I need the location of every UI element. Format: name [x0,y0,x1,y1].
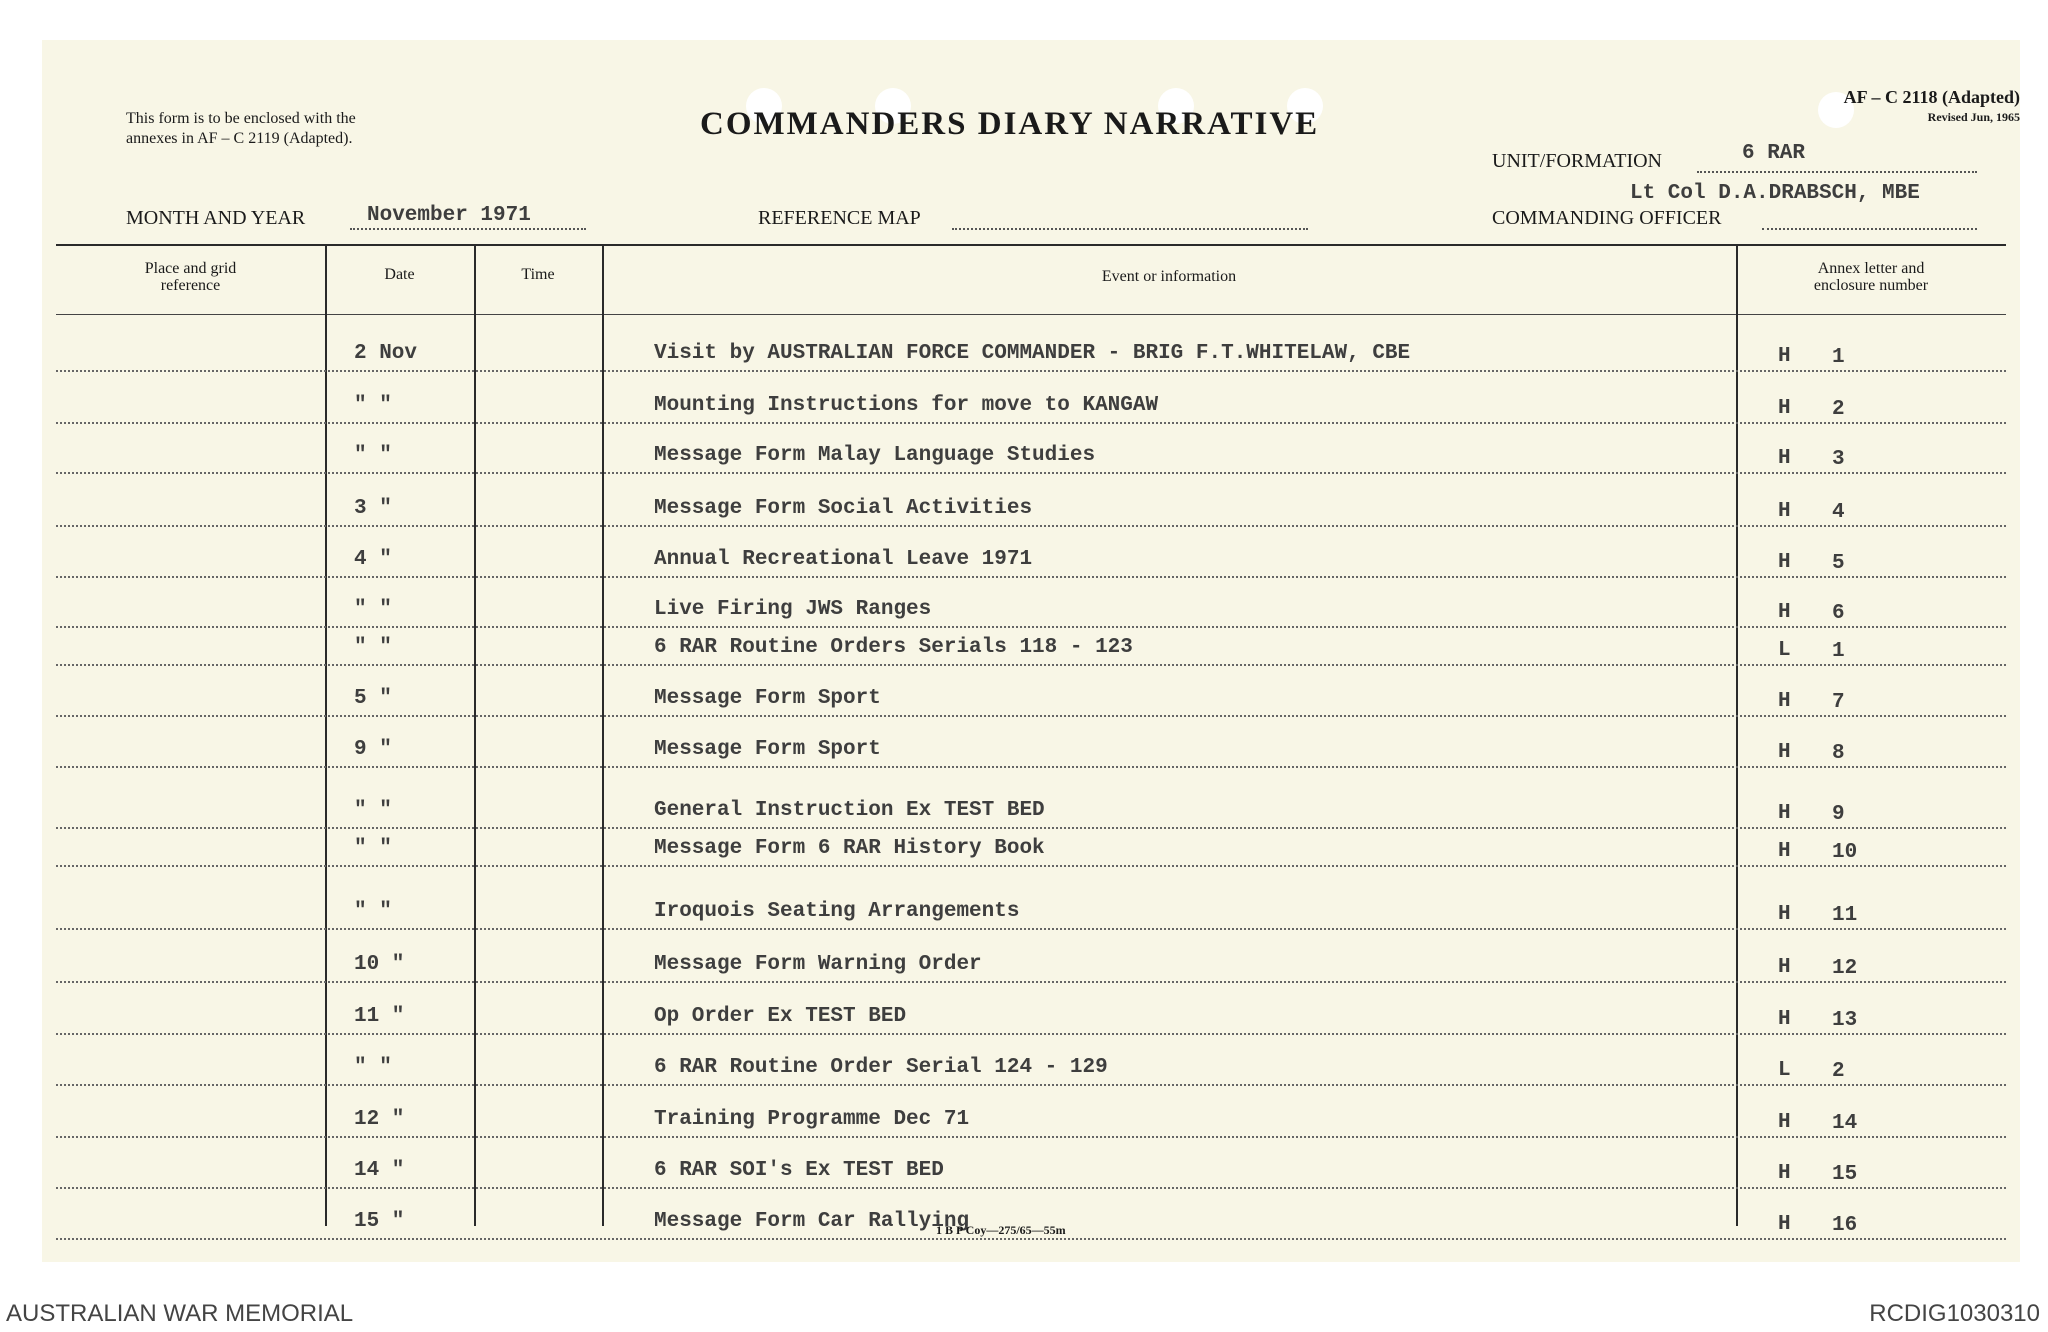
reference-map-label: REFERENCE MAP [758,207,921,229]
row-event: Message Form Warning Order [654,953,982,976]
column-divider [474,244,476,1226]
row-annex-number: 6 [1832,602,1845,625]
month-value: November 1971 [367,204,531,227]
row-date: " " [354,1056,392,1079]
row-dotted-line [56,1033,2006,1035]
row-dotted-line [56,576,2006,578]
form-note-line1: This form is to be enclosed with the [126,110,356,127]
row-annex-letter: H [1778,601,1791,624]
column-divider [325,244,327,1226]
col-header-place: Place and grid [144,260,237,277]
row-dotted-line [56,1084,2006,1086]
row-dotted-line [56,370,2006,372]
row-annex-number: 14 [1832,1112,1858,1135]
row-annex-letter: H [1778,345,1791,368]
row-dotted-line [56,626,2006,628]
row-date: 11 " [354,1005,405,1028]
row-dotted-line [56,928,2006,930]
row-annex-letter: H [1778,903,1791,926]
row-date: " " [354,636,392,659]
row-annex-letter: H [1778,802,1791,825]
row-event: General Instruction Ex TEST BED [654,799,1045,822]
row-annex-number: 4 [1832,501,1845,524]
row-dotted-line [56,422,2006,424]
row-annex-letter: H [1778,447,1791,470]
table-top-rule [56,244,2006,246]
footer-left: AUSTRALIAN WAR MEMORIAL [6,1300,354,1327]
col-header-time: Time [521,266,555,283]
row-dotted-line [56,827,2006,829]
row-event: 6 RAR SOI's Ex TEST BED [654,1159,944,1182]
row-date: 2 Nov [354,342,418,365]
row-annex-number: 11 [1832,904,1858,927]
row-event: Message Form 6 RAR History Book [654,837,1045,860]
row-date: 15 " [354,1210,405,1233]
row-dotted-line [56,865,2006,867]
row-dotted-line [56,525,2006,527]
row-date: " " [354,394,392,417]
row-dotted-line [56,1136,2006,1138]
unit-value: 6 RAR [1742,142,1806,165]
row-annex-number: 1 [1832,346,1845,369]
row-date: 12 " [354,1108,405,1131]
row-event: Op Order Ex TEST BED [654,1005,907,1028]
row-event: Message Form Malay Language Studies [654,444,1096,467]
row-annex-letter: H [1778,690,1791,713]
row-annex-number: 8 [1832,742,1845,765]
row-event: Message Form Sport [654,738,881,761]
col-header-place-2: reference [160,277,221,294]
row-dotted-line [56,1238,2006,1240]
unit-label: UNIT/FORMATION [1492,150,1662,172]
row-annex-number: 9 [1832,803,1845,826]
row-date: 9 " [354,738,392,761]
row-dotted-line [56,715,2006,717]
row-event: Annual Recreational Leave 1971 [654,548,1033,571]
row-annex-letter: H [1778,397,1791,420]
month-label: MONTH AND YEAR [126,207,306,229]
row-annex-letter: L [1778,639,1791,662]
row-annex-number: 12 [1832,957,1858,980]
row-date: 3 " [354,497,392,520]
unit-dotted-line [1697,171,1977,173]
row-date: " " [354,799,392,822]
row-annex-letter: H [1778,840,1791,863]
col-header-annex-2: enclosure number [1813,277,1929,294]
row-annex-number: 10 [1832,841,1858,864]
row-event: Message Form Social Activities [654,497,1033,520]
row-annex-number: 7 [1832,691,1845,714]
col-header-annex: Annex letter and [1817,260,1925,277]
form-code: AF – C 2118 (Adapted) [1843,87,2020,107]
row-event: Visit by AUSTRALIAN FORCE COMMANDER - BRIG F.T.WHITELAW, CBE [654,342,1411,365]
column-divider [602,244,604,1226]
printer-imprint: 1 B P Coy—275/65—55m [936,1223,1066,1237]
row-annex-letter: H [1778,956,1791,979]
row-annex-letter: H [1778,1111,1791,1134]
row-date: " " [354,598,392,621]
co-value: Lt Col D.A.DRABSCH, MBE [1630,182,1920,205]
row-dotted-line [56,1187,2006,1189]
row-event: Message Form Sport [654,687,881,710]
col-header-date: Date [384,266,415,283]
form-note-line2: annexes in AF – C 2119 (Adapted). [126,130,353,147]
row-annex-number: 5 [1832,552,1845,575]
row-annex-letter: H [1778,1008,1791,1031]
row-date: 10 " [354,953,405,976]
row-date: " " [354,837,392,860]
row-date: " " [354,900,392,923]
row-event: 6 RAR Routine Order Serial 124 - 129 [654,1056,1108,1079]
month-dotted-line [350,228,586,230]
row-event: Live Firing JWS Ranges [654,598,932,621]
row-annex-number: 13 [1832,1009,1858,1032]
row-annex-letter: H [1778,551,1791,574]
row-event: Message Form Car Rallying [654,1210,970,1233]
row-date: 14 " [354,1159,405,1182]
row-date: " " [354,444,392,467]
row-annex-letter: H [1778,500,1791,523]
diary-sheet [42,40,2020,1262]
form-title: COMMANDERS DIARY NARRATIVE [700,106,1320,142]
row-date: 5 " [354,687,392,710]
row-dotted-line [56,472,2006,474]
row-annex-number: 3 [1832,448,1845,471]
col-header-event: Event or information [1101,268,1237,285]
row-dotted-line [56,766,2006,768]
column-divider [1736,244,1738,1226]
row-annex-letter: H [1778,741,1791,764]
footer-right: RCDIG1030310 [1869,1300,2040,1327]
row-annex-number: 2 [1832,398,1845,421]
row-annex-letter: H [1778,1213,1791,1236]
row-annex-number: 1 [1832,640,1845,663]
co-dotted-line [1762,228,1977,230]
row-event: Mounting Instructions for move to KANGAW [654,394,1159,417]
row-annex-letter: H [1778,1162,1791,1185]
row-annex-number: 16 [1832,1214,1858,1237]
form-revised: Revised Jun, 1965 [1927,110,2020,124]
row-annex-number: 2 [1832,1060,1845,1083]
map-dotted-line [952,228,1308,230]
row-date: 4 " [354,548,392,571]
row-event: 6 RAR Routine Orders Serials 118 - 123 [654,636,1133,659]
row-annex-letter: L [1778,1059,1791,1082]
row-event: Training Programme Dec 71 [654,1108,970,1131]
row-event: Iroquois Seating Arrangements [654,900,1020,923]
table-header-rule [56,314,2006,315]
co-label: COMMANDING OFFICER [1492,207,1722,229]
row-dotted-line [56,664,2006,666]
row-dotted-line [56,981,2006,983]
row-annex-number: 15 [1832,1163,1858,1186]
